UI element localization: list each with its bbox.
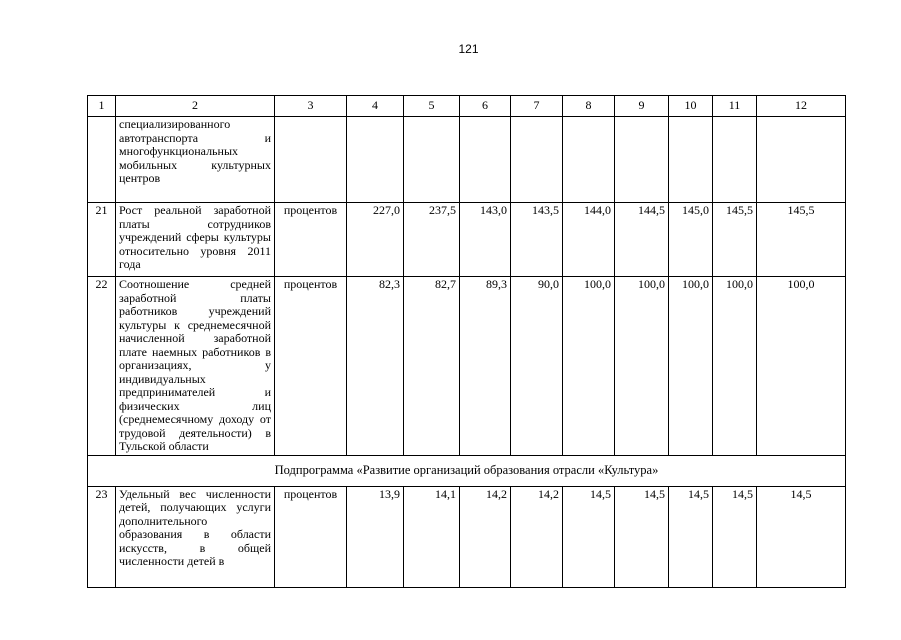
row-number: [88, 117, 116, 203]
value-cell: [563, 117, 615, 203]
value-cell: [757, 117, 846, 203]
column-number-header: 9: [615, 96, 669, 117]
value-cell: 100,0: [757, 277, 846, 456]
value-cell: [511, 117, 563, 203]
indicator-description: Рост реальной заработной платы сотрудников учреждений сферы культуры относительно уровня 2011 года: [116, 203, 275, 277]
row-number: 21: [88, 203, 116, 277]
value-cell: 143,0: [460, 203, 511, 277]
subprogram-title: Подпрограмма «Развитие организаций образования отрасли «Культура»: [88, 455, 846, 486]
column-number-header: 6: [460, 96, 511, 117]
column-number-header: 12: [757, 96, 846, 117]
value-cell: 14,5: [563, 486, 615, 587]
value-cell: 82,7: [404, 277, 460, 456]
unit-cell: процентов: [275, 486, 347, 587]
value-cell: 100,0: [713, 277, 757, 456]
value-cell: 14,2: [511, 486, 563, 587]
value-cell: 144,0: [563, 203, 615, 277]
page-number: 121: [458, 42, 479, 56]
value-cell: 145,0: [669, 203, 713, 277]
value-cell: 100,0: [669, 277, 713, 456]
column-number-header: 8: [563, 96, 615, 117]
value-cell: 14,5: [615, 486, 669, 587]
value-cell: 143,5: [511, 203, 563, 277]
column-number-header-row: [88, 96, 846, 117]
value-cell: 237,5: [404, 203, 460, 277]
value-cell: 145,5: [713, 203, 757, 277]
value-cell: 14,5: [757, 486, 846, 587]
row-number: 23: [88, 486, 116, 587]
value-cell: 89,3: [460, 277, 511, 456]
column-number-header: 2: [116, 96, 275, 117]
subprogram-header-row: [88, 455, 846, 486]
row-number: 22: [88, 277, 116, 456]
indicator-description: Удельный вес численности детей, получающих услуги дополнительного образования в области искусств, в общей численности детей в: [116, 486, 275, 587]
value-cell: 100,0: [615, 277, 669, 456]
column-number-header: 11: [713, 96, 757, 117]
value-cell: 14,1: [404, 486, 460, 587]
indicator-description: специализированного автотранспорта и многофункциональных мобильных культурных центров: [116, 117, 275, 203]
table-row: [88, 486, 846, 587]
value-cell: 82,3: [347, 277, 404, 456]
unit-cell: процентов: [275, 203, 347, 277]
value-cell: 145,5: [757, 203, 846, 277]
column-number-header: 3: [275, 96, 347, 117]
value-cell: [347, 117, 404, 203]
value-cell: 144,5: [615, 203, 669, 277]
column-number-header: 5: [404, 96, 460, 117]
value-cell: 90,0: [511, 277, 563, 456]
value-cell: 227,0: [347, 203, 404, 277]
column-number-header: 1: [88, 96, 116, 117]
column-number-header: 7: [511, 96, 563, 117]
value-cell: [669, 117, 713, 203]
value-cell: 13,9: [347, 486, 404, 587]
table-row: [88, 203, 846, 277]
value-cell: [713, 117, 757, 203]
indicators-table: [87, 95, 846, 588]
value-cell: 14,5: [713, 486, 757, 587]
value-cell: 14,2: [460, 486, 511, 587]
value-cell: [404, 117, 460, 203]
value-cell: [460, 117, 511, 203]
value-cell: 100,0: [563, 277, 615, 456]
indicator-description: Соотношение средней заработной платы работников учреждений культуры к среднемесячной начисленной заработной плате наемных работников в организациях, у индивидуальных предпринимателей и физических лиц (среднемесячному доходу от трудовой деятельности) в Тульской области: [116, 277, 275, 456]
unit-cell: [275, 117, 347, 203]
column-number-header: 10: [669, 96, 713, 117]
table-row: [88, 277, 846, 456]
column-number-header: 4: [347, 96, 404, 117]
table-row: [88, 117, 846, 203]
unit-cell: процентов: [275, 277, 347, 456]
value-cell: 14,5: [669, 486, 713, 587]
value-cell: [615, 117, 669, 203]
